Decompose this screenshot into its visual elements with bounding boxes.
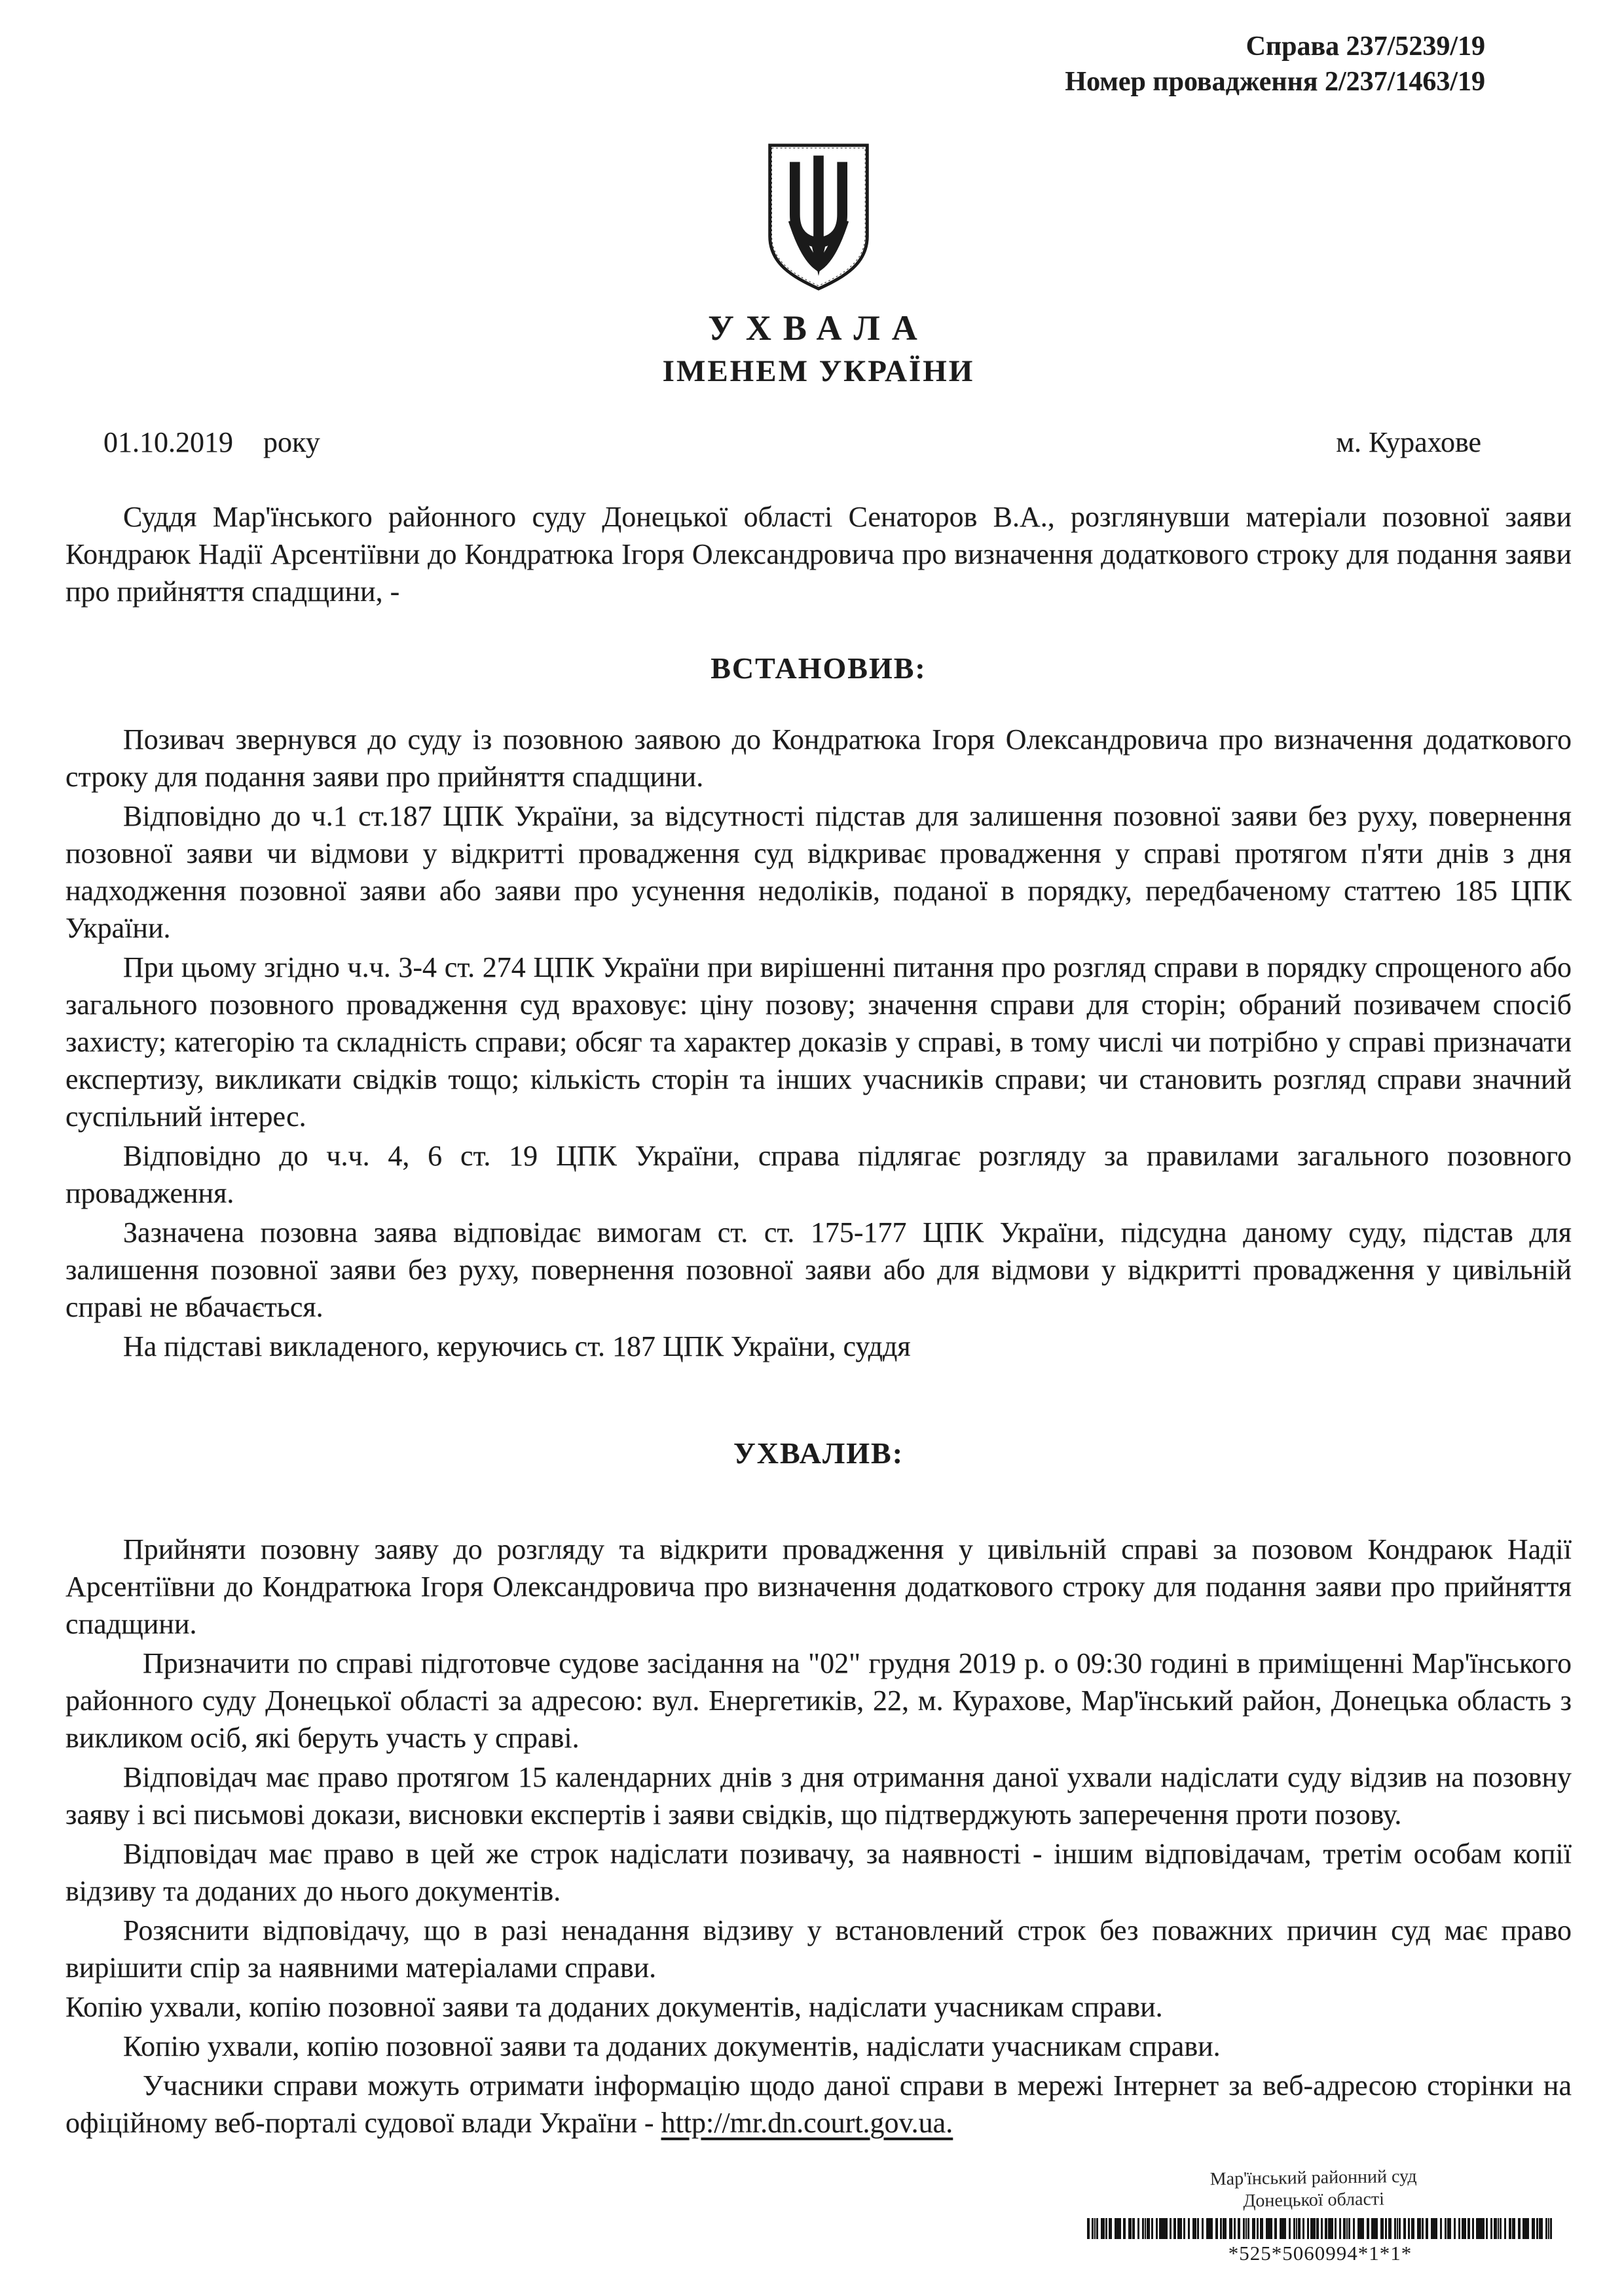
paragraph: Розяснити відповідачу, що в разі ненадання відзиву у встановлений строк без поважних причин суд має право вирішити спір за наявними матеріалами справи. [65,1914,1572,1984]
court-stamp [1210,2166,1418,2213]
document-subtitle: ІМЕНЕМ УКРАЇНИ [662,354,975,388]
dateline [65,426,1572,459]
ukraine-coat-of-arms-icon [761,140,876,294]
established-heading: ВСТАНОВИВ: [710,651,927,685]
case-number: Справа 237/5239/19 [1246,31,1485,62]
ruling-date-suffix: року [263,426,320,458]
emblem-wrap [65,140,1572,297]
title-block [65,308,1572,389]
case-numbers-block [65,29,1572,100]
barcode [1087,2218,1553,2239]
paragraph: Відповідно до ч.1 ст.187 ЦПК України, за відсутності підстав для залишення позовної заяви без руху, повернення позовної заяви чи відмови у відкритті провадження суд відкриває провадження у справі протягом п'яти днів з дня надходження позовної заяви або заяви про усунення недоліків, поданої в порядку, передбаченому статтею 185 ЦПК України. [65,800,1572,944]
paragraph: Позивач звернувся до суду із позовною заявою до Кондратюка Ігоря Олександровича про визначення додаткового строку для подання заяви про прийняття спадщини. [65,723,1572,793]
document-title: УХВАЛА [708,308,929,348]
paragraph: Призначити по справі підготовче судове засідання на "02" грудня 2019 р. о 09:30 годині в приміщенні Мар'їнського районного суду Донецької області за адресою: вул. Енергетиків, 22, м. Курахове, Мар'їнський район, Донецька область з викликом осіб, які беруть участь у справі. [65,1647,1572,1754]
court-portal-link[interactable]: http://mr.dn.court.gov.ua. [661,2107,953,2139]
ruling-city: м. Курахове [1336,426,1481,458]
barcode-caption: *525*5060994*1*1* [1228,2242,1412,2265]
paragraph: Зазначена позовна заява відповідає вимогам ст. ст. 175-177 ЦПК України, підсудна даному суду, підстав для залишення позовної заяви без руху, повернення позовної заяви або для відмови у відкритті провадження у цивільній справі не вбачається. [65,1216,1572,1323]
paragraph: Копію ухвали, копію позовної заяви та доданих документів, надіслати учасникам справи. [65,1991,1163,2023]
paragraph: Відповідно до ч.ч. 4, 6 ст. 19 ЦПК України, справа підлягає розгляду за правилами загального позовного провадження. [65,1140,1572,1209]
dateline-left [103,426,320,459]
court-stamp-line2: Донецької області [1243,2189,1385,2212]
paragraph: Відповідач має право протягом 15 календарних днів з дня отримання даної ухвали надіслати суду відзив на позовну заяву і всі письмові докази, висновки експертів і заяви свідків, що підтверджують заперечення проти позову. [65,1761,1572,1831]
internet-info-text: Учасники справи можуть отримати інформацію щодо даної справи в мережі Інтернет за веб-адресою сторінки на офіційному веб-порталі судової влади України - [65,2069,1572,2139]
paragraph: Відповідач має право в цей же строк надіслати позивачу, за наявності - іншим відповідачам, третім особам копії відзиву та доданих до нього документів. [65,1838,1572,1907]
ruling-date: 01.10.2019 [103,426,233,458]
proceeding-number: Номер провадження 2/237/1463/19 [1065,67,1485,97]
ruled-heading: УХВАЛИВ: [733,1436,904,1470]
paragraph: На підставі викладеного, керуючись ст. 187 ЦПК України, суддя [123,1330,911,1362]
paragraph: Копію ухвали, копію позовної заяви та доданих документів, надіслати учасникам справи. [123,2030,1221,2062]
paragraph: При цьому згідно ч.ч. 3-4 ст. 274 ЦПК України при вирішенні питання про розгляд справи в порядку спрощеного або загального позовного провадження суд враховує: ціну позову; значення справи для сторін; обраний позивачем спосіб захисту; категорію та складність справи; обсяг та характер доказів у справі, в тому числі чи потрібно у справі призначати експертизу, викликати свідків тощо; кількість сторін та інших учасників справи; чи становить розгляд справи значний суспільний інтерес. [65,951,1572,1133]
paragraph: Прийняти позовну заяву до розгляду та відкрити провадження у цивільній справі за позовом Кондраюк Надії Арсентіївни до Кондратюка Ігоря Олександровича про визначення додаткового строку для подання заяви про прийняття спадщини. [65,1533,1572,1640]
internet-info-paragraph [65,2067,1572,2141]
court-stamp-line1: Мар'їнський районний суд [1209,2166,1417,2190]
intro-paragraph: Суддя Мар'їнського районного суду Донецької області Сенаторов В.А., розглянувши матеріали позовної заяви Кондраюк Надії Арсентіївни до Кондратюка Ігоря Олександровича про визначення додаткового строку для подання заяви про прийняття спадщини, - [65,501,1572,608]
